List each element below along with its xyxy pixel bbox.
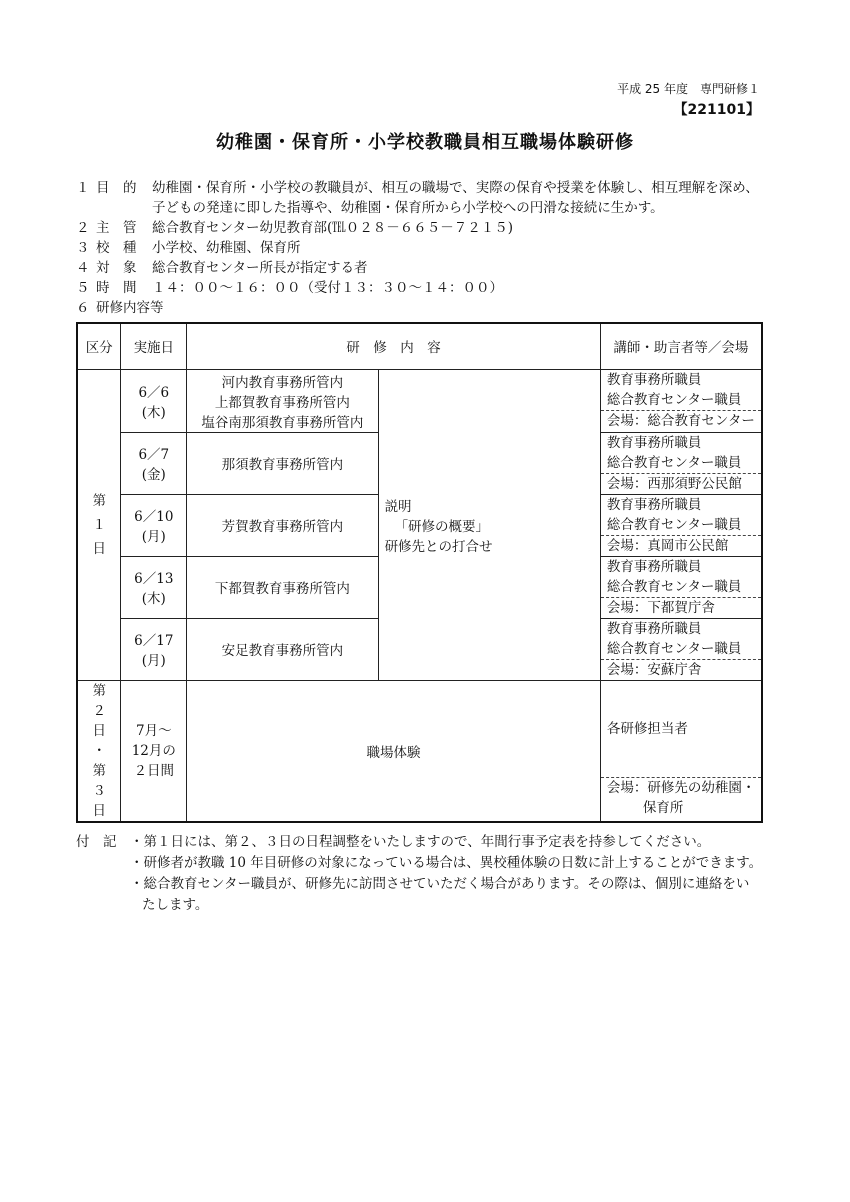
date-cell: 6／13 (木) [121, 556, 187, 618]
lecturer-cell: 教育事務所職員 総合教育センター職員 会場：下都賀庁舎 [600, 556, 762, 618]
info-key: 時 間 [96, 280, 137, 296]
venue-text: 会場：安蘇庁舎 [601, 659, 761, 680]
info-key: 校 種 [96, 240, 137, 256]
info-key: 研修内容等 [96, 300, 164, 316]
info-number: １ [76, 180, 90, 196]
header-content: 研 修 内 容 [187, 323, 601, 369]
area-cell: 安足教育事務所管内 [187, 618, 378, 680]
info-row-purpose [76, 178, 776, 198]
header-kubun: 区分 [77, 323, 121, 369]
header-course-label: 平成 25 年度 専門研修１ [617, 82, 760, 96]
date-cell: 6／17 (月) [121, 618, 187, 680]
area-cell: 河内教育事務所管内 上都賀教育事務所管内 塩谷南那須教育事務所管内 [187, 369, 378, 432]
lecturer-cell: 教育事務所職員 総合教育センター職員 会場：安蘇庁舎 [600, 618, 762, 680]
info-value-continued: 子どもの発達に即した指導や、幼稚園・保育所から小学校への円滑な接続に生かす。 [152, 200, 664, 216]
info-number: ３ [76, 240, 90, 256]
info-number: ２ [76, 220, 90, 236]
info-number: ６ [76, 300, 90, 316]
area-cell: 下都賀教育事務所管内 [187, 556, 378, 618]
info-row-management [76, 218, 776, 238]
header-lecturer: 講師・助言者等／会場 [600, 323, 762, 369]
date-cell: 6／6 (木) [121, 369, 187, 432]
info-row-target [76, 258, 776, 278]
info-row-school-type [76, 238, 776, 258]
table-header-row [77, 323, 762, 369]
notes-row [76, 832, 776, 853]
info-row-contents [76, 298, 776, 318]
day1-content-cell: 説明 「研修の概要」 研修先との打合せ [378, 369, 600, 680]
area-cell: 芳賀教育事務所管内 [187, 494, 378, 556]
header-course-code: 【221101】 [673, 102, 760, 118]
note-item: ・第１日には、第２、３日の日程調整をいたしますので、年間行事予定表を持参してください。 [130, 834, 711, 850]
venue-text: 会場：西那須野公民館 [601, 473, 761, 494]
info-key: 対 象 [96, 260, 137, 276]
lecturer-cell: 教育事務所職員 総合教育センター職員 会場：総合教育センター [600, 369, 762, 432]
venue-text: 会場：研修先の幼稚園・ 保育所 [601, 777, 761, 818]
venue-text: 会場：真岡市公民館 [601, 535, 761, 556]
info-number: ５ [76, 280, 90, 296]
date-cell: 6／7 (金) [121, 432, 187, 494]
info-value: １４：００～１６：００（受付１３：３０～１４：００） [152, 280, 503, 296]
info-value: 総合教育センター幼児教育部(℡０２８－６６５－７２１５) [152, 220, 513, 236]
note-item: ・総合教育センター職員が、研修先に訪問させていただく場合があります。その際は、個別に連絡をい [130, 876, 750, 892]
table-row [77, 369, 762, 432]
info-row-time [76, 278, 776, 298]
venue-text: 会場：下都賀庁舎 [601, 597, 761, 618]
area-cell: 那須教育事務所管内 [187, 432, 378, 494]
info-key: 目 的 [96, 180, 137, 196]
lecturer-cell: 教育事務所職員 総合教育センター職員 会場：真岡市公民館 [600, 494, 762, 556]
info-value: 総合教育センター所長が指定する者 [152, 260, 368, 276]
info-section [76, 178, 776, 318]
date-cell: 6／10 (月) [121, 494, 187, 556]
notes-row [76, 874, 776, 895]
day2-content-cell: 職場体験 [187, 680, 601, 822]
table-row-day2 [77, 680, 762, 822]
notes-section [76, 832, 776, 916]
day2-label: 第 ２ 日 ・ 第 ３ 日 [77, 680, 121, 822]
schedule-table [76, 322, 763, 823]
lecturer-cell: 教育事務所職員 総合教育センター職員 会場：西那須野公民館 [600, 432, 762, 494]
date-cell: 7月～ 12月の ２日間 [121, 680, 187, 822]
venue-text: 会場：総合教育センター [601, 410, 761, 431]
info-key: 主 管 [96, 220, 137, 236]
notes-row [76, 853, 776, 874]
note-item-continued: たします。 [142, 897, 209, 913]
lecturer-cell: 各研修担当者 会場：研修先の幼稚園・ 保育所 [600, 680, 762, 822]
document-title: 幼稚園・保育所・小学校教職員相互職場体験研修 [216, 132, 634, 153]
note-item: ・研修者が教職 10 年目研修の対象になっている場合は、異校種体験の日数に計上することができます。 [130, 855, 763, 871]
info-number: ４ [76, 260, 90, 276]
day1-label: 第 １ 日 [77, 369, 121, 680]
info-value: 小学校、幼稚園、保育所 [152, 240, 301, 256]
notes-label: 付 記 [76, 834, 117, 850]
info-value: 幼稚園・保育所・小学校の教職員が、相互の職場で、実際の保育や授業を体験し、相互理解を深め、 [152, 180, 759, 196]
header-date: 実施日 [121, 323, 187, 369]
